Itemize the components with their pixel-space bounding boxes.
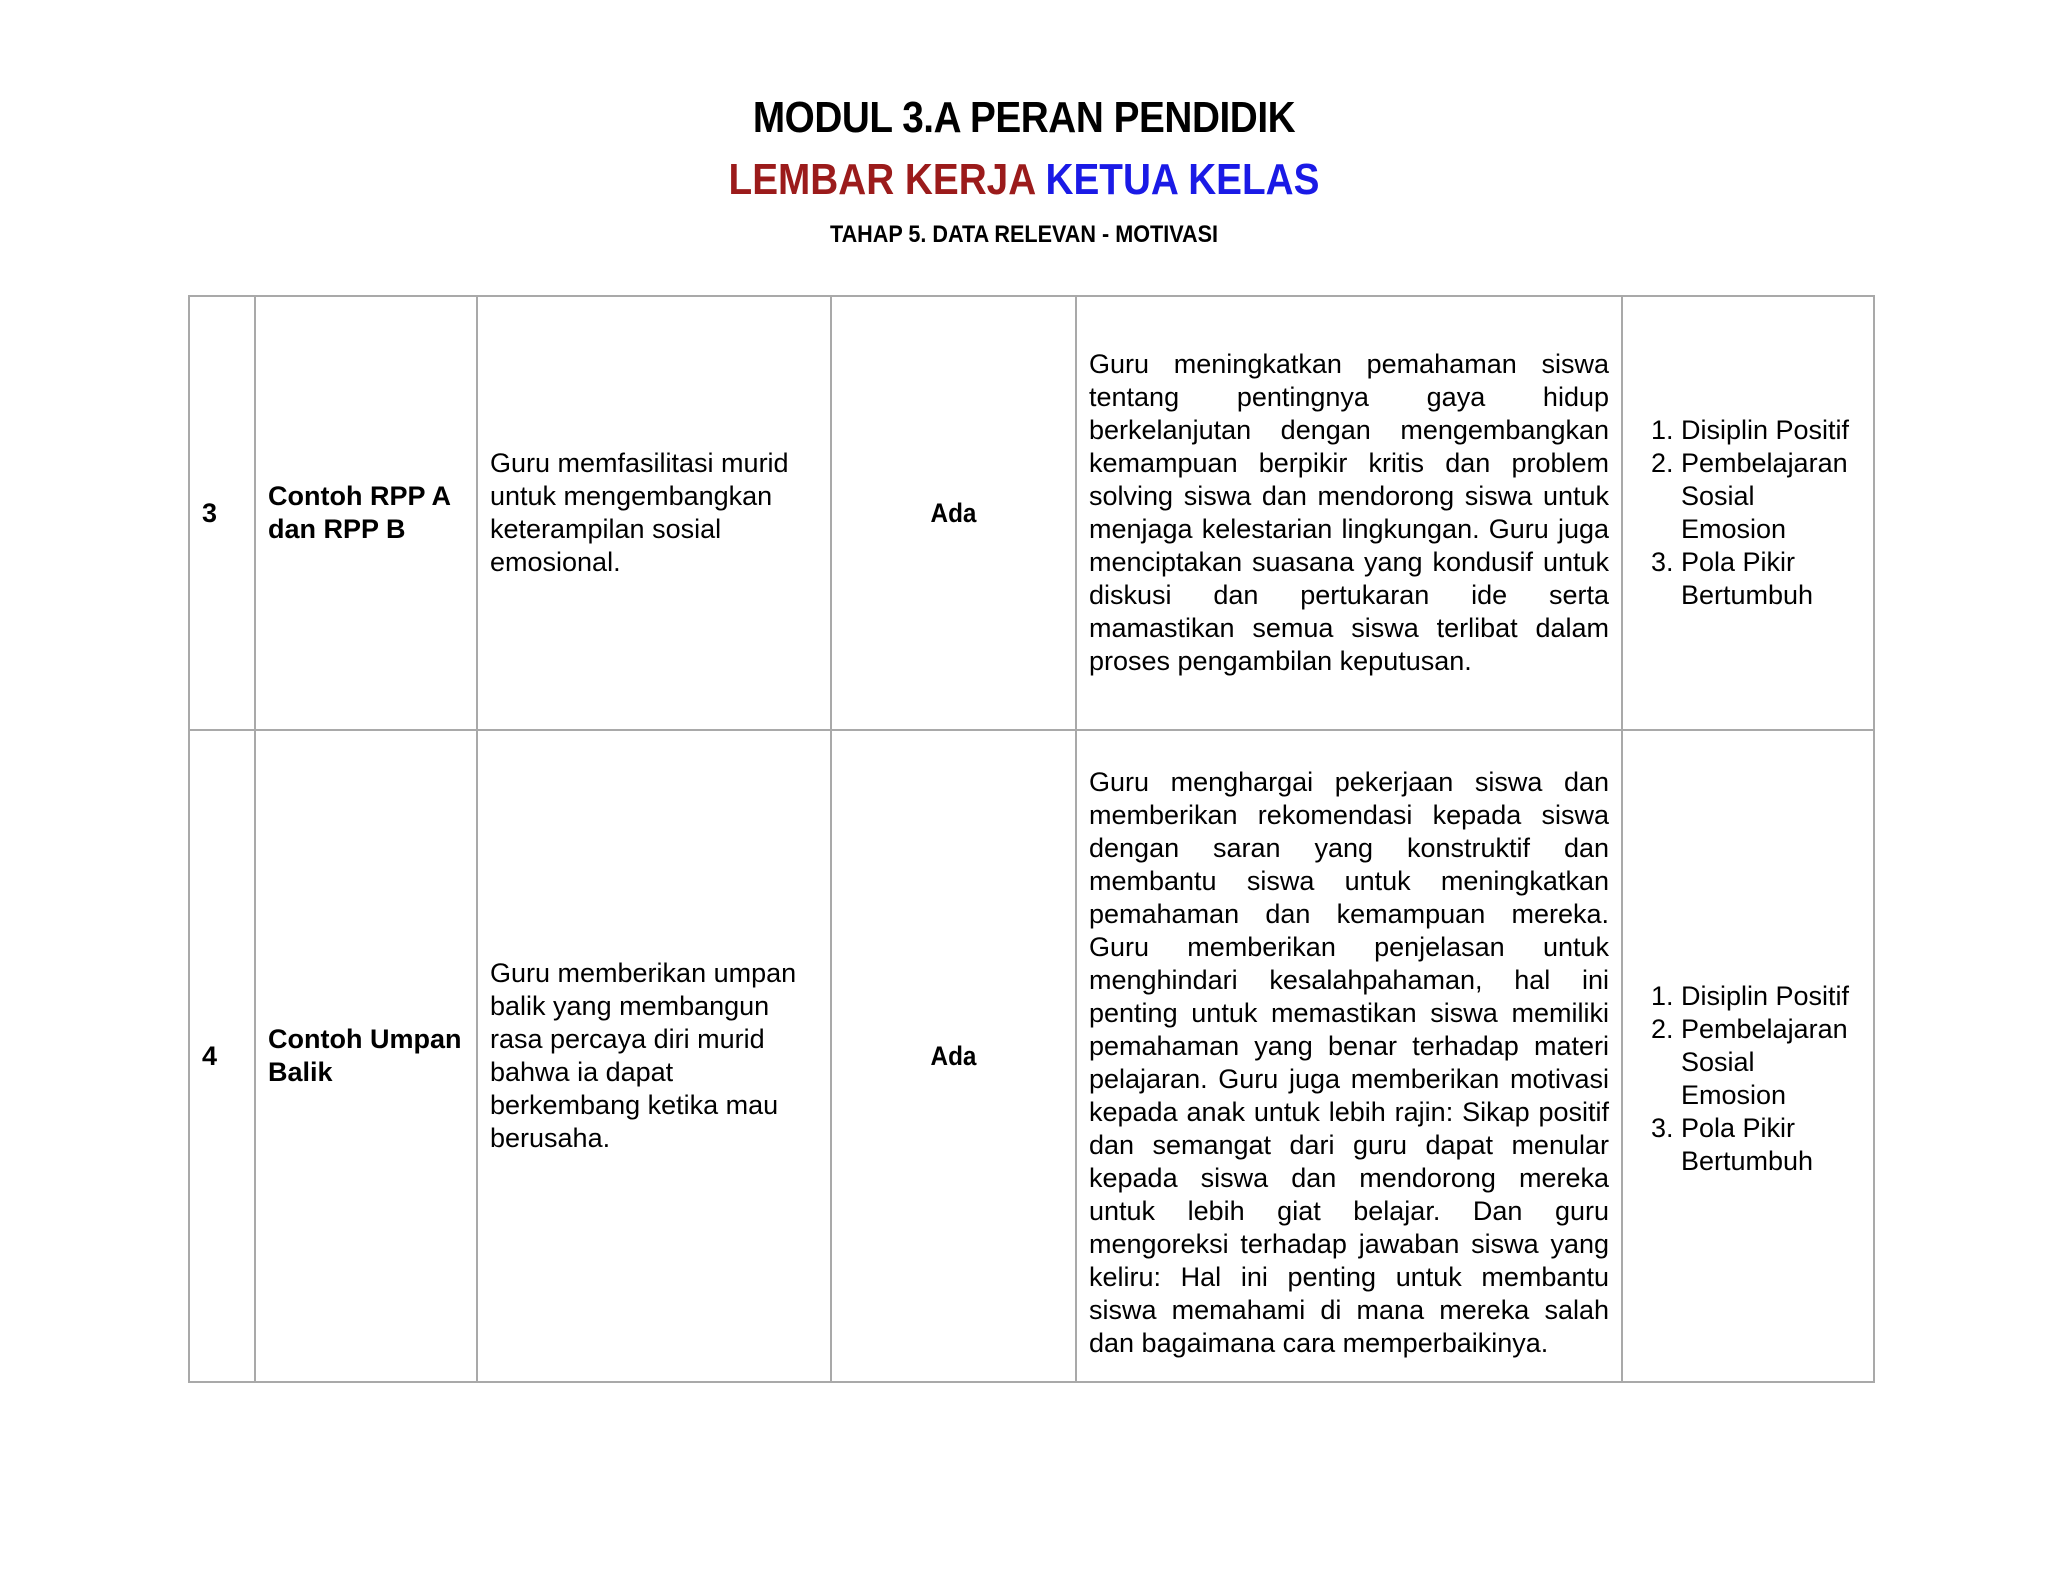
list-item: 3. Pola Pikir Bertumbuh bbox=[1681, 546, 1861, 612]
row-description: Guru memfasilitasi murid untuk mengembangkan keterampilan sosial emosional. bbox=[477, 296, 831, 730]
document-title: MODUL 3.A PERAN PENDIDIK bbox=[752, 93, 1296, 142]
row-description: Guru memberikan umpan balik yang membangun rasa percaya diri murid bahwa ia dapat berkembang ketika mau berusaha. bbox=[477, 730, 831, 1382]
list-item: 3. Pola Pikir Bertumbuh bbox=[1681, 1112, 1861, 1178]
document-name: Contoh Umpan Balik bbox=[255, 730, 477, 1382]
availability-status: Ada bbox=[843, 730, 1064, 1382]
list-item: 2. Pembelajaran Sosial Emosion bbox=[1681, 447, 1861, 546]
list-item: 1. Disiplin Positif bbox=[1681, 980, 1861, 1013]
row-explanation: Guru menghargai pekerjaan siswa dan memberikan rekomendasi kepada siswa dengan saran yang konstruktif dan membantu siswa untuk meningkatkan pemahaman dan kemampuan mereka. Guru memberikan penjelasan untuk menghindari kesalahpahaman, hal ini penting untuk memastikan siswa memiliki pemahaman yang benar terhadap materi pelajaran. Guru juga memberikan motivasi kepada anak untuk lebih rajin: Sikap positif dan semangat dari guru dapat menular kepada siswa dan mendorong mereka untuk lebih giat belajar. Dan guru mengoreksi terhadap jawaban siswa yang keliru: Hal ini penting untuk membantu siswa memahami di mana mereka salah dan bagaimana cara memperbaikinya. bbox=[1089, 767, 1609, 1358]
subtitle-worksheet: LEMBAR KERJA bbox=[728, 155, 1035, 204]
document-subtitle bbox=[123, 152, 1925, 208]
availability-status: Ada bbox=[843, 296, 1064, 730]
row-number: 4 bbox=[189, 730, 255, 1382]
row-explanation: Guru meningkatkan pemahaman siswa tentang pentingnya gaya hidup berkelanjutan dengan mengembangkan kemampuan berpikir kritis dan problem solving siswa dan mendorong siswa untuk menjaga kelestarian lingkungan. Guru juga menciptakan suasana yang kondusif untuk diskusi dan pertukaran ide serta mamastikan semua siswa terlibat dalam proses pengambilan keputusan. bbox=[1089, 349, 1609, 676]
subtitle-role: KETUA KELAS bbox=[1045, 155, 1320, 204]
values-list bbox=[1635, 414, 1861, 612]
document-name: Contoh RPP A dan RPP B bbox=[255, 296, 477, 730]
values-list bbox=[1635, 980, 1861, 1178]
explanation-cell bbox=[1076, 296, 1622, 730]
table-row bbox=[189, 730, 1874, 1382]
list-item: 1. Disiplin Positif bbox=[1681, 414, 1861, 447]
table-row bbox=[189, 296, 1874, 730]
list-item: 2. Pembelajaran Sosial Emosion bbox=[1681, 1013, 1861, 1112]
row-number: 3 bbox=[189, 296, 255, 730]
worksheet-table bbox=[188, 295, 1875, 1383]
stage-label: TAHAP 5. DATA RELEVAN - MOTIVASI bbox=[829, 221, 1219, 248]
values-cell bbox=[1622, 296, 1874, 730]
document-header bbox=[0, 90, 2048, 250]
values-cell bbox=[1622, 730, 1874, 1382]
explanation-cell bbox=[1076, 730, 1622, 1382]
